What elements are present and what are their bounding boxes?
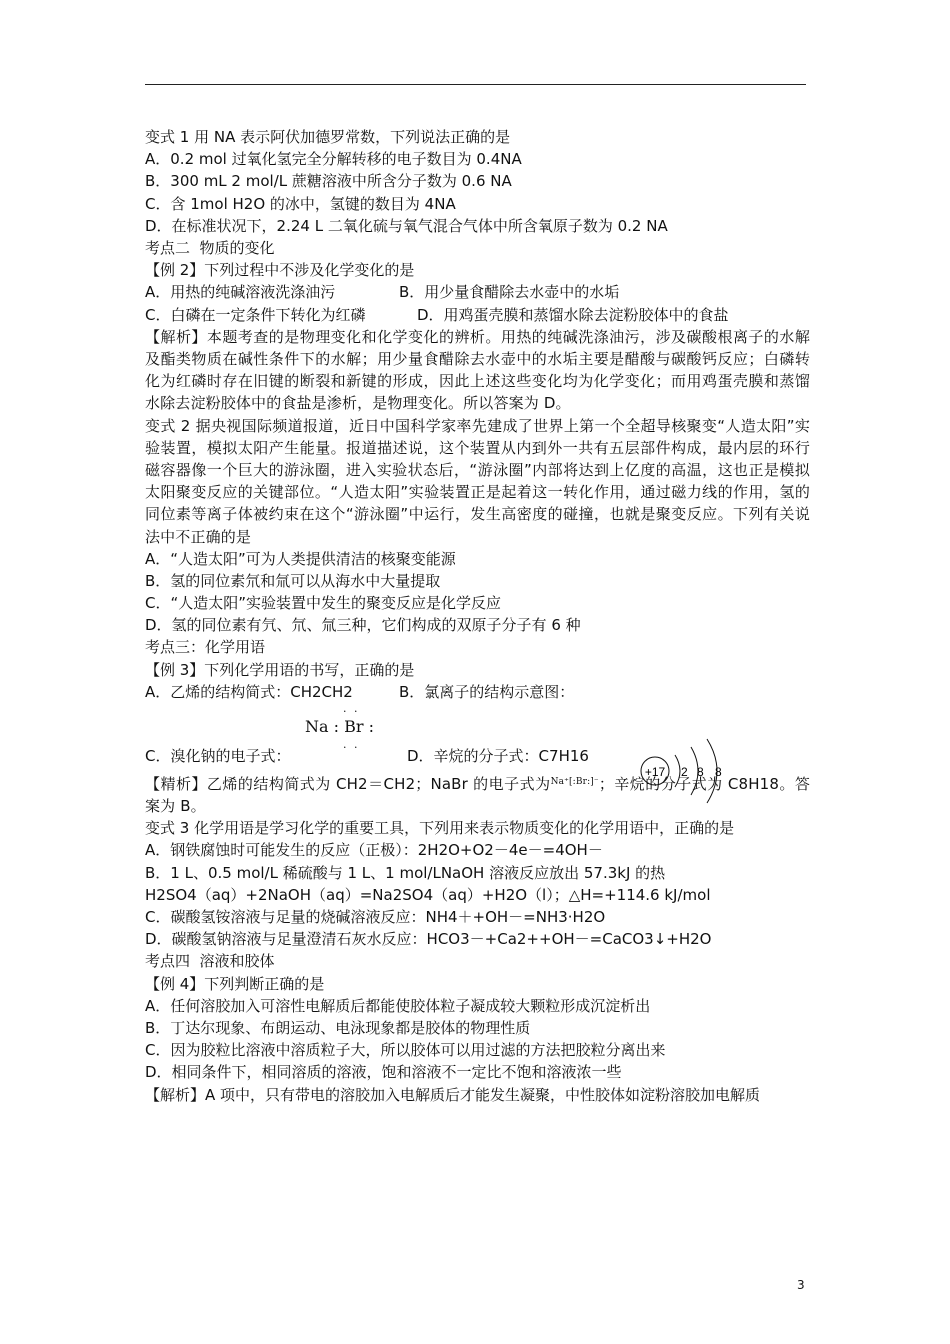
section-heading: 考点三：化学用语: [145, 638, 266, 657]
option-c: C．碳酸氢铵溶液与足量的烧碱溶液反应：NH4＋+OH－=NH3·H2O: [145, 908, 606, 926]
chloride-ion-structure-diagram: [495, 735, 735, 831]
variant-3-question: 变式 3 化学用语是学习化学的重要工具，下列用来表示物质变化的化学用语中，正确的是: [145, 819, 735, 838]
option-a: A．乙烯的结构简式：CH2CH2: [145, 682, 353, 701]
nucleus-label: +17: [644, 765, 666, 779]
page-content: [145, 126, 810, 1106]
option-d: D．在标准状况下，2.24 L 二氧化硫与氧气混合气体中所含氧原子数为 0.2 NA: [145, 216, 668, 235]
option-a: A．钢铁腐蚀时可能发生的反应（正极）：2H2O+O2－4e－=4OH－: [145, 841, 603, 860]
example-2-question: 【例 2】下列过程中不涉及化学变化的是: [145, 261, 415, 280]
option-d: D．碳酸氢钠溶液与足量澄清石灰水反应：HCO3－+Ca2++OH－=CaCO3↓+H2O: [145, 930, 712, 949]
shell-electron-count: 2: [681, 765, 688, 779]
electron-dots-top: · ·: [343, 704, 360, 718]
analysis-paragraph: 【解析】本题考查的是物理变化和化学变化的辨析。用热的纯碱洗涤油污，涉及碳酸根离子的水解及酯类物质在碱性条件下的水解；用少量食醋除去水壶中的水垢主要是醋酸与碳酸钙反应；白磷转化为红磷时存在旧键的断裂和新键的形成，因此上述这些变化均为化学变化；而用鸡蛋壳膜和蒸馏水除去淀粉胶体中的食盐是渗析，是物理变化。所以答案为 D。: [145, 327, 810, 413]
option-b: B．用少量食醋除去水壶中的水垢: [399, 283, 620, 302]
option-c: C．白磷在一定条件下转化为红磷: [145, 305, 366, 324]
option-c: C．“人造太阳”实验装置中发生的聚变反应是化学反应: [145, 594, 502, 613]
variant-2-paragraph: 变式 2 据央视国际频道报道，近日中国科学家率先建成了世界上第一个全超导核聚变“人造太阳”实验装置，模拟太阳产生能量。报道描述说，这个装置从内到外一共有五层部件构成，最内层的环行磁容器像一个巨大的游泳圈，进入实验状态后，“游泳圈”内部将达到上亿度的高温，这也正是模拟太阳聚变反应的关键部位。“人造太阳”实验装置正是起着这一转化作用，通过磁力线的作用，氢的同位素等离子体被约束在这个“游泳圈”中运行，发生高密度的碰撞，也就是聚变反应。下列有关说法中不正确的是: [145, 416, 810, 546]
equation-line: H2SO4（aq）+2NaOH（aq）=Na2SO4（aq）+H2O（l）；△H=+114.6 kJ/mol: [145, 885, 711, 904]
option-a: A．“人造太阳”可为人类提供清洁的核聚变能源: [145, 549, 456, 568]
option-b: B．1 L、0.5 mol/L 稀硫酸与 1 L、1 mol/LNaOH 溶液反应放出 57.3kJ 的热: [145, 863, 666, 882]
option-a: A．任何溶胶加入可溶性电解质后都能使胶体粒子凝成较大颗粒形成沉淀析出: [145, 996, 651, 1015]
analysis-line: 【解析】A 项中，只有带电的溶胶加入电解质后才能发生凝聚，中性胶体如淀粉溶胶加电解质: [145, 1085, 761, 1104]
shell-electron-count: 8: [697, 765, 704, 779]
page-number: 3: [797, 1278, 805, 1292]
electron-dots-bottom: · ·: [343, 740, 360, 754]
option-b: B．300 mL 2 mol/L 蔗糖溶液中所含分子数为 0.6 NA: [145, 172, 512, 191]
option-b: B．丁达尔现象、布朗运动、电泳现象都是胶体的物理性质: [145, 1018, 531, 1037]
example-3-question: 【例 3】下列化学用语的书写，正确的是: [145, 660, 415, 679]
option-c: C．含 1mol H2O 的冰中，氢键的数目为 4NA: [145, 194, 456, 213]
nabr-electron-formula: Na : Br :: [305, 716, 374, 736]
option-b: B．氯离子的结构示意图：: [399, 682, 575, 701]
explanation-text: ；辛烷的分子式为 C8H18。答案为 B。: [145, 774, 810, 816]
option-a: A．0.2 mol 过氧化氢完全分解转移的电子数目为 0.4NA: [145, 150, 522, 169]
option-d: D．辛烷的分子式：C7H16: [407, 746, 589, 765]
example-4-question: 【例 4】下列判断正确的是: [145, 974, 325, 993]
section-heading: 考点二 物质的变化: [145, 238, 275, 257]
section-heading: 考点四 溶液和胶体: [145, 952, 275, 971]
header-rule: [145, 84, 806, 85]
option-d: D．相同条件下，相同溶质的溶液，饱和溶液不一定比不饱和溶液浓一些: [145, 1063, 622, 1082]
shell-arc-1: [675, 755, 680, 787]
shell-electron-count: 8: [715, 765, 722, 779]
option-d: D．氢的同位素有氕、氘、氚三种，它们构成的双原子分子有 6 种: [145, 616, 581, 635]
option-c: C．因为胶粒比溶液中溶质粒子大，所以胶体可以用过滤的方法把胶粒分离出来: [145, 1041, 666, 1060]
explanation-text: 【精析】乙烯的结构简式为 CH2＝CH2；NaBr 的电子式为: [145, 774, 551, 793]
option-c: C．溴化钠的电子式：: [145, 746, 291, 765]
option-d: D．用鸡蛋壳膜和蒸馏水除去淀粉胶体中的食盐: [417, 305, 729, 324]
option-a: A．用热的纯碱溶液洗涤油污: [145, 283, 336, 302]
nabr-inline-formula: Na⁺[:Br:]⁻: [550, 776, 599, 787]
options-row: [145, 304, 810, 326]
variant-1-question: 变式 1 用 NA 表示阿伏加德罗常数，下列说法正确的是: [145, 128, 511, 146]
options-row: [145, 281, 810, 303]
option-b: B．氢的同位素氘和氚可以从海水中大量提取: [145, 571, 441, 590]
